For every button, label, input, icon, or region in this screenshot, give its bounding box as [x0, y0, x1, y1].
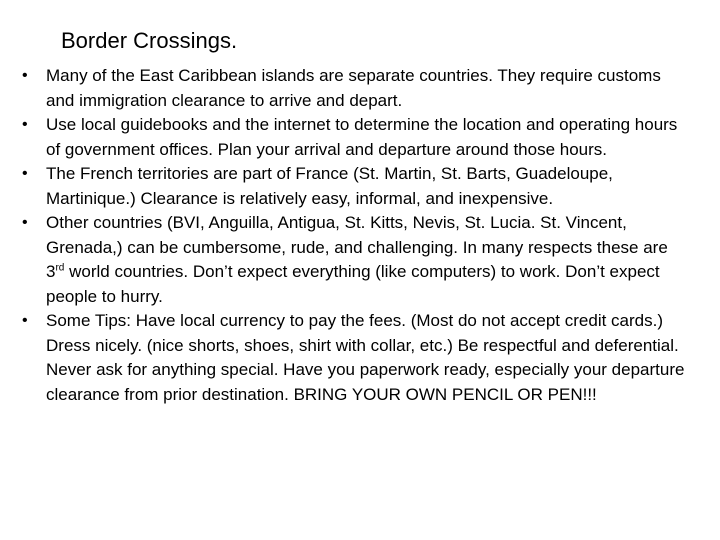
bullet-text: Use local guidebooks and the internet to determine the location and operating hours of government offices. Plan your arrival and departure around those hours. — [46, 115, 678, 159]
bullet-dot-icon: • — [22, 165, 28, 182]
bullet-item — [20, 309, 690, 407]
ordinal-superscript: rd — [55, 262, 65, 274]
bullet-text: The French territories are part of France (St. Martin, St. Barts, Guadeloupe, Martinique.) Clearance is relatively easy, informal, and inexpensive. — [46, 164, 613, 208]
bullet-text-part: Other countries (BVI, Anguilla, Antigua, St. Kitts, Nevis, St. Lucia. St. Vincent, Grenada,) can be cumbersome, rude, and challenging. In many respects these are 3 — [46, 213, 668, 281]
bullet-dot-icon: • — [22, 214, 28, 231]
slide-title: Border Crossings. — [61, 28, 238, 53]
bullet-list — [20, 64, 690, 407]
bullet-text-part: world countries. Don’t expect everything (like computers) to work. Don’t expect people to hurry. — [46, 262, 660, 306]
bullet-dot-icon: • — [22, 116, 28, 133]
bullet-dot-icon: • — [22, 67, 28, 84]
bullet-item — [20, 113, 690, 162]
bullet-text: Many of the East Caribbean islands are separate countries. They require customs and immigration clearance to arrive and depart. — [46, 66, 661, 110]
bullet-item — [20, 64, 690, 113]
bullet-text: Some Tips: Have local currency to pay the fees. (Most do not accept credit cards.) Dress nicely. (nice shorts, shoes, shirt with collar, etc.) Be respectful and deferential. Never ask for anything special. Have you paperwork ready, especially your departure clearance from prior destination. BRING YOUR OWN PENCIL OR PEN!!! — [46, 311, 685, 404]
bullet-item — [20, 162, 690, 211]
bullet-dot-icon: • — [22, 312, 28, 329]
bullet-text — [46, 213, 668, 306]
bullet-item — [20, 211, 690, 309]
